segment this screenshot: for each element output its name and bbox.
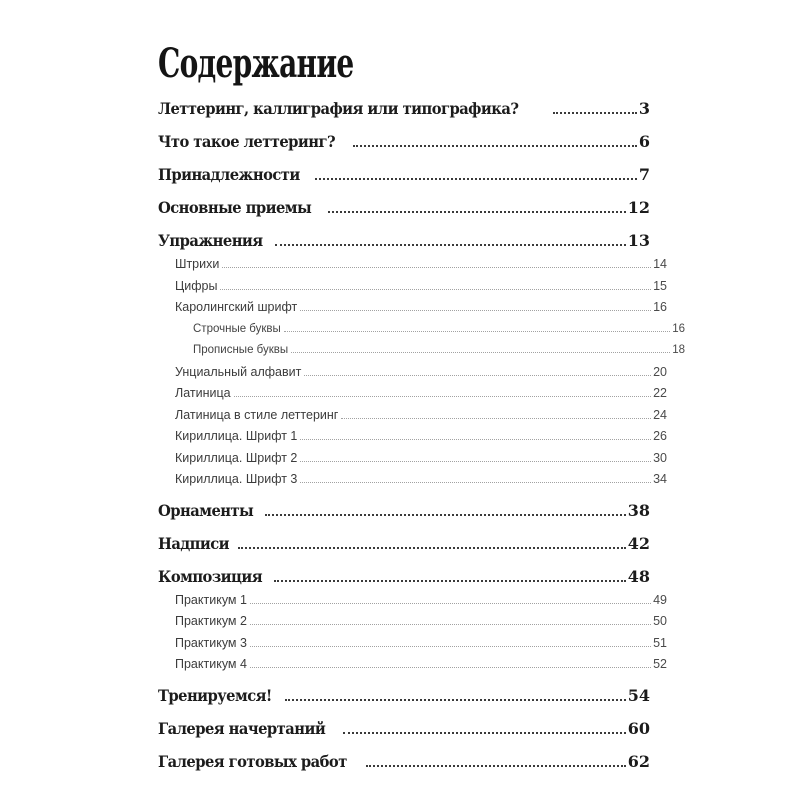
dotted-leader (284, 331, 670, 332)
dotted-leader (250, 646, 651, 647)
toc-entry-label: Галерея готовых работ (158, 751, 347, 771)
toc-entry (158, 452, 667, 466)
dotted-leader (341, 418, 651, 419)
toc-entry (158, 753, 650, 771)
toc-entry-label: Основные приемы (158, 198, 312, 217)
dotted-leader (353, 145, 636, 147)
dotted-leader (328, 211, 626, 213)
dotted-leader (291, 352, 670, 353)
toc-entry-label: Кириллица. Шрифт 3 (175, 472, 298, 486)
toc-entry-page: 54 (627, 685, 650, 705)
page-title-text: Содержание (158, 40, 354, 87)
toc-entry-page: 13 (627, 231, 650, 250)
toc-entry (158, 535, 650, 553)
toc-entry (158, 637, 667, 651)
toc-entry (158, 387, 667, 401)
dotted-leader (315, 178, 637, 180)
dotted-leader (553, 112, 637, 114)
toc-entry-page: 6 (638, 132, 650, 151)
dotted-leader (300, 482, 651, 483)
toc-entry-page: 60 (627, 718, 650, 738)
toc-entry-page: 12 (627, 198, 650, 217)
toc-entry-page: 16 (672, 322, 685, 335)
toc-entry-label: Упражнения (158, 231, 263, 250)
toc-entry-label: Практикум 2 (175, 614, 247, 628)
toc-entry (158, 594, 667, 608)
toc-entry-page: 49 (653, 592, 667, 607)
toc-entry (158, 430, 667, 444)
toc-entry-label: Надписи (158, 533, 229, 553)
dotted-leader (274, 580, 626, 582)
toc-entry-label: Галерея начертаний (158, 718, 326, 738)
dotted-leader (300, 461, 651, 462)
dotted-leader (304, 375, 651, 376)
dotted-leader (250, 667, 651, 668)
toc-entry (158, 409, 667, 423)
toc-entry-page: 34 (653, 472, 667, 486)
toc-entry-label: Орнаменты (158, 500, 254, 520)
toc-entry (158, 100, 650, 118)
toc-entry (158, 615, 667, 629)
dotted-leader (285, 699, 626, 701)
toc-entry (158, 473, 667, 487)
toc-list (158, 99, 685, 771)
toc-entry-label: Штрихи (175, 257, 220, 271)
toc-entry-page: 14 (653, 257, 667, 271)
toc-entry-label: Каролингский шрифт (175, 300, 298, 314)
toc-entry-label: Композиция (158, 566, 263, 586)
toc-entry (158, 280, 667, 294)
toc-entry (158, 301, 667, 315)
toc-entry-page: 30 (653, 450, 667, 465)
toc-entry (158, 166, 650, 184)
toc-entry (158, 199, 650, 217)
toc-entry-page: 20 (653, 364, 667, 379)
toc-entry-page: 51 (653, 635, 667, 650)
toc-entry-label: Принадлежности (158, 165, 300, 184)
toc-entry-page: 16 (653, 300, 667, 314)
toc-entry (158, 568, 650, 586)
toc-page (158, 40, 685, 771)
toc-entry (158, 502, 650, 520)
toc-entry (158, 720, 650, 738)
toc-entry (158, 232, 650, 250)
toc-entry-page: 18 (672, 344, 685, 356)
dotted-leader (343, 732, 626, 734)
toc-entry-page: 22 (653, 386, 667, 400)
toc-entry-label: Прописные буквы (193, 344, 289, 356)
toc-entry-page: 38 (627, 500, 650, 520)
dotted-leader (275, 244, 626, 246)
toc-entry-page: 26 (653, 429, 667, 443)
toc-entry-label: Практикум 4 (175, 657, 247, 671)
toc-entry (158, 323, 685, 337)
toc-entry (158, 133, 650, 151)
dotted-leader (366, 765, 626, 767)
toc-entry-label: Латиница в стиле леттеринг (175, 407, 339, 422)
toc-entry-label: Что такое леттеринг? (158, 132, 336, 151)
dotted-leader (300, 439, 651, 440)
toc-entry (158, 258, 667, 272)
dotted-leader (222, 267, 651, 268)
toc-entry-label: Унциальный алфавит (175, 364, 302, 379)
dotted-leader (250, 624, 651, 625)
toc-entry-label: Кириллица. Шрифт 1 (175, 429, 298, 443)
toc-entry-label: Тренируемся! (158, 685, 272, 705)
toc-entry-page: 24 (653, 407, 667, 422)
toc-entry-page: 7 (638, 165, 650, 184)
toc-entry-label: Практикум 1 (175, 592, 247, 607)
toc-entry-page: 42 (627, 533, 650, 553)
dotted-leader (265, 514, 626, 516)
toc-entry-label: Кириллица. Шрифт 2 (175, 450, 298, 465)
toc-entry (158, 366, 667, 380)
toc-entry-page: 3 (638, 99, 650, 118)
dotted-leader (220, 289, 651, 290)
dotted-leader (300, 310, 651, 311)
dotted-leader (234, 396, 652, 397)
toc-entry-label: Цифры (175, 278, 218, 293)
toc-entry-label: Строчные буквы (193, 322, 281, 335)
toc-entry-page: 52 (653, 657, 667, 671)
toc-entry-page: 50 (653, 614, 667, 628)
toc-entry-label: Латиница (175, 386, 231, 400)
dotted-leader (250, 603, 651, 604)
toc-entry (158, 344, 685, 358)
page-title (158, 40, 650, 87)
toc-entry-page: 62 (627, 751, 650, 771)
toc-entry-label: Практикум 3 (175, 635, 247, 650)
toc-entry-page: 48 (627, 566, 650, 586)
toc-entry-label: Леттеринг, каллиграфия или типографика? (158, 99, 519, 118)
toc-entry (158, 687, 650, 705)
dotted-leader (238, 547, 626, 549)
toc-entry (158, 658, 667, 672)
toc-entry-page: 15 (653, 278, 667, 293)
